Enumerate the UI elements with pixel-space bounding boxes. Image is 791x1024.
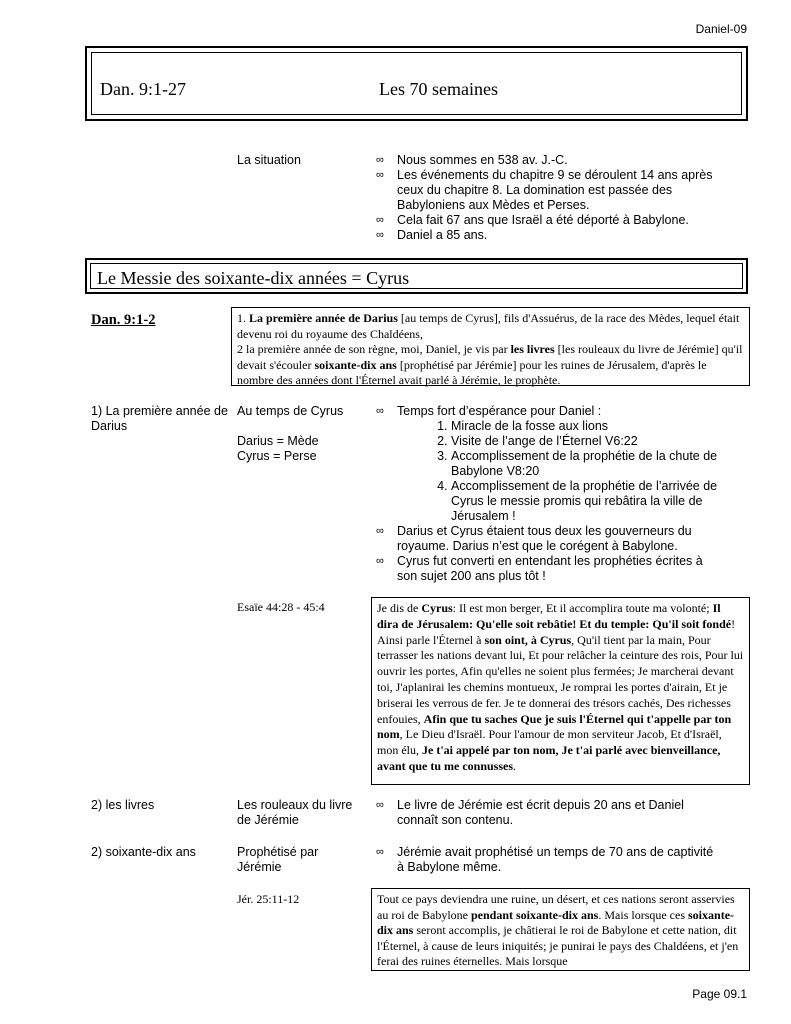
verse-number: 1. [237, 311, 249, 325]
verse-bold-text: les livres [510, 342, 555, 356]
title-reference: Dan. 9:1-27 [100, 79, 186, 99]
verse-bold-text: soixante-dix ans [377, 907, 735, 938]
title-box-inner-border [91, 52, 742, 115]
situation-bullet: ∞ Cela fait 67 ans que Israël a été déporté à Babylone. [373, 213, 713, 228]
point1-label: 1) La première année de Darius [91, 404, 228, 433]
verse-text: : Il est mon berger, Et il accomplira toute ma volonté; [452, 601, 713, 615]
situation-list [373, 153, 713, 243]
isaiah-verse-box [371, 597, 750, 785]
point1-numbered-list [397, 419, 718, 524]
point1-bullet-text: Temps fort d’espérance pour Daniel : [397, 404, 602, 418]
numbered-item: 2. Visite de l’ange de l’Éternel V6:22 [451, 434, 718, 449]
title-subject: Les 70 semaines [379, 79, 498, 99]
verse-bold-text: son oint, à Cyrus [484, 632, 572, 647]
situation-bullet: ∞ Nous sommes en 538 av. J.-C. [373, 153, 713, 168]
verse-text: 2 la première année de son règne, moi, Daniel, je vis par [237, 342, 511, 356]
point2-bullet: ∞ Le livre de Jérémie est écrit depuis 20 ans et Daniel connaît son contenu. [373, 798, 718, 828]
verse-text: ! Ainsi parle l'Éternel à [377, 616, 736, 647]
document-id: Daniel-09 [695, 22, 747, 36]
numbered-item: 3. Accomplissement de la prophétie de la chute de Babylone V8:20 [451, 449, 718, 479]
title-box [85, 46, 748, 121]
section-title: Le Messie des soixante-dix années = Cyrus [97, 268, 410, 288]
verse-bold-text: Afin que tu saches Que je suis l'Éternel qui t'appelle par ton nom [377, 711, 732, 742]
verse-text: , Qu'il tient par la main, Pour terrasser les nations devant lui, Et pour relâcher la ceinture des rois, Pour lui ouvrir les portes, Afin qu'elles ne soient plus fermées; Je marcherai devant toi, J'aplanirai les chemins montueux, Je romprai les portes d'airain, Et je briserai les verrous de fer. Je te donnerai des trésors cachés, Des richesses enfouies, [377, 632, 744, 726]
jeremiah-verse-box [371, 888, 750, 971]
verse-bold-text: soixante-dix ans [314, 357, 397, 372]
verse-bold-text: pendant soixante-dix ans [470, 907, 599, 922]
point1-context-line: Cyrus = Perse [237, 449, 317, 463]
numbered-item: 4. Accomplissement de la prophétie de l’arrivée de Cyrus le messie promis qui rebâtira la ville de Jérusalem ! [451, 479, 718, 524]
numbered-item: 1. Miracle de la fosse aux lions [451, 419, 718, 434]
page-number: Page 09.1 [692, 987, 747, 1001]
passage-verse-box [231, 307, 750, 386]
section-box-inner-border [90, 263, 743, 289]
point1-list [373, 404, 718, 584]
point2-context: Les rouleaux du livre de Jérémie [237, 798, 353, 827]
passage-reference: Dan. 9:1-2 [91, 312, 156, 328]
verse-text: Je dis de [377, 601, 422, 615]
verse-text: , Le Dieu d'Israël. Pour l'amour de mon serviteur Jacob, Et d'Israël, mon élu, [377, 727, 722, 758]
point1-bullet: ∞ Darius et Cyrus étaient tous deux les gouverneurs du royaume. Darius n’est que le corégent à Babylone. [373, 524, 718, 554]
point3-list [373, 845, 718, 875]
verse-bold-text: Je t'ai appelé par ton nom, Je t'ai parlé avec bienveillance, avant que tu me connusses [377, 743, 721, 773]
point3-bullet: ∞ Jérémie avait prophétisé un temps de 70 ans de captivité à Babylone même. [373, 845, 718, 875]
situation-label: La situation [237, 153, 301, 167]
point3-context: Prophétisé par Jérémie [237, 845, 319, 874]
point1-bullet [373, 404, 718, 524]
isaiah-reference: Esaïe 44:28 - 45:4 [237, 600, 325, 614]
point2-label: 2) les livres [91, 798, 155, 812]
jeremiah-reference: Jér. 25:11-12 [237, 892, 300, 906]
verse-text: [au temps de Cyrus], fils d'Assuérus, de la race des Mèdes, lequel était devenu roi du royaume des Chaldéens, [237, 311, 740, 341]
point1-context-line: Darius = Mède [237, 434, 319, 448]
point1-bullet: ∞ Cyrus fut converti en entendant les prophéties écrites à son sujet 200 ans plus tôt ! [373, 554, 718, 584]
verse-bold-text: Cyrus [421, 601, 453, 615]
situation-bullet: ∞ Les événements du chapitre 9 se déroulent 14 ans après ceux du chapitre 8. La domination est passée des Babyloniens aux Mèdes et Perses. [373, 168, 713, 213]
point3-label: 2) soixante-dix ans [91, 845, 196, 859]
verse-text: . Mais lorsque ces [598, 907, 689, 922]
verse-bold-text: Il dira de Jérusalem: Qu'elle soit rebâtie! Et du temple: Qu'il soit fondé [377, 601, 732, 631]
verse-text: . [513, 758, 517, 773]
verse-text: seront accomplis, je châtierai le roi de Babylone et cette nation, dit l'Éternel, à cause de leurs iniquités; je punirai le pays des Chaldéens, et j'en ferai des ruines éternelles. Mais lorsque [377, 923, 739, 969]
section-box [85, 258, 748, 294]
situation-bullet: ∞ Daniel a 85 ans. [373, 228, 713, 243]
verse-text: [les rouleaux du livre de Jérémie] qu'il devait s'écouler [237, 342, 743, 372]
point1-context-title: Au temps de Cyrus [237, 404, 344, 418]
verse-bold-text: La première année de Darius [249, 311, 398, 325]
point2-list [373, 798, 718, 828]
verse-text: [prophétisé par Jérémie] pour les ruines de Jérusalem, d'après le nombre des années dont l'Éternel avait parlé à Jérémie, le prophète. [237, 357, 707, 387]
verse-text: Tout ce pays deviendra une ruine, un désert, et ces nations seront asservies au roi de Babylone [377, 892, 735, 922]
